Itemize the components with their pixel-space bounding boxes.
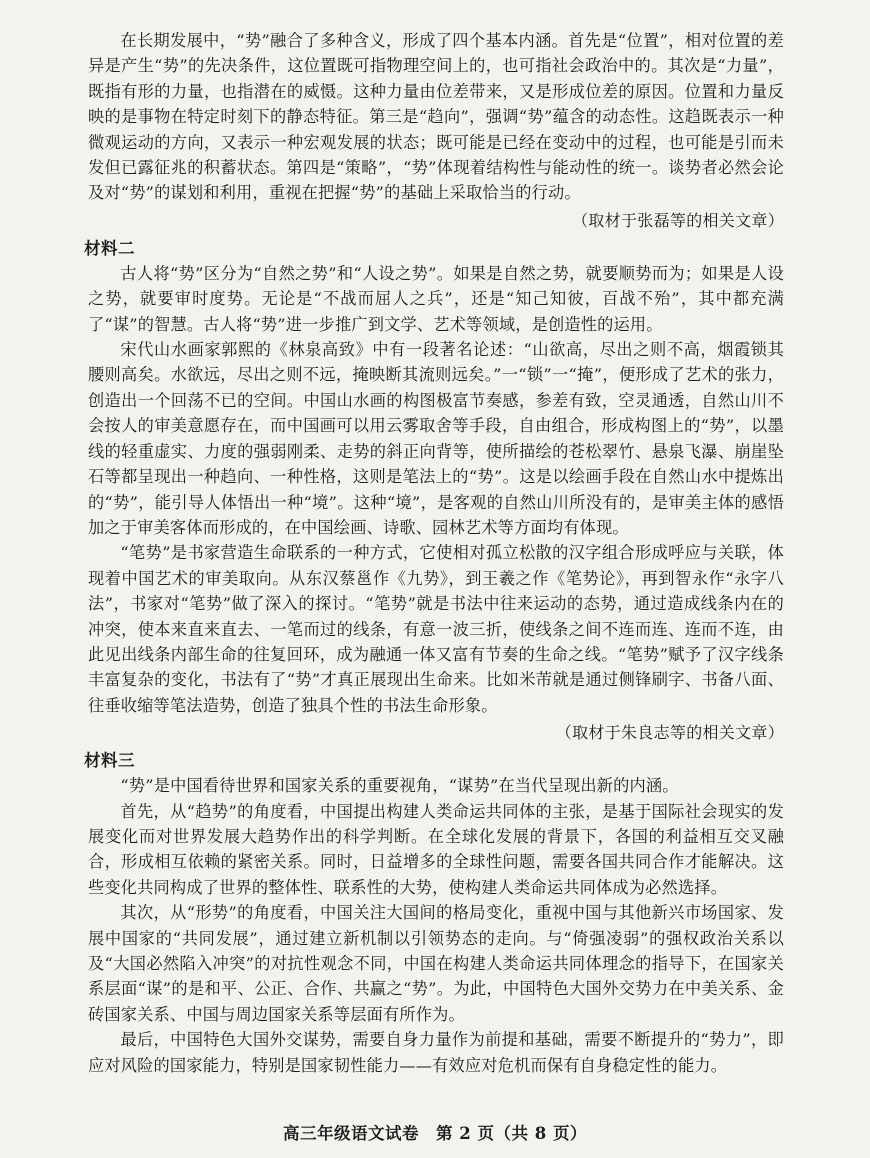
material2-paragraph-1: 古人将“势”区分为“自然之势”和“人设之势”。如果是自然之势，就要顺势而为；如果是人设之势，就要审时度势。无论是“不战而屈人之兵”，还是“知己知彼，百战不殆”，其中都充满了“谋”的智慧。古人将“势”进一步推广到文学、艺术等领域，是创造性的运用。 — [88, 263, 784, 334]
material3-paragraph-2: 首先，从“趋势”的角度看，中国提出构建人类命运共同体的主张，是基于国际社会现实的发展变化而对世界发展大趋势作出的科学判断。在全球化发展的背景下，各国的利益相互交叉融合，形成相互依赖的紧密关系。同时，日益增多的全球性问题，需要各国共同合作才能解决。这些变化共同构成了世界的整体性、联系性的大势，使构建人类命运共同体成为必然选择。 — [88, 801, 784, 897]
material2-heading: 材料二 — [84, 238, 135, 258]
material1-source: （取材于张磊等的相关文章） — [572, 210, 784, 230]
material1-paragraph: 在长期发展中，“势”融合了多种含义，形成了四个基本内涵。首先是“位置”，相对位置的差异是产生“势”的先决条件，这位置既可指物理空间上的，也可指社会政治中的。其次是“力量”，既指有形的力量，也指潜在的威慑。这种力量由位差带来，又是形成位差的原因。位置和力量反映的是事物在特定时刻下的静态特征。第三是“趋向”，强调“势”蕴含的动态性。这趋既表示一种微观运动的方向，又表示一种宏观发展的状态；既可能是已经在变动中的过程，也可能是引而未发但已露征兆的积蓄状态。第四是“策略”，“势”体现着结构性与能动性的统一。谈势者必然会论及对“势”的谋划和利用，重视在把握“势”的基础上采取恰当的行动。 — [88, 31, 784, 203]
material3-paragraph-3: 其次，从“形势”的角度看，中国关注大国间的格局变化，重视中国与其他新兴市场国家、发展中国家的“共同发展”，通过建立新机制以引领势态的走向。与“倚强凌弱”的强权政治关系以及“大国必然陷入冲突”的对抗性观念不同，中国在构建人类命运共同体理念的指导下，在国家关系层面“谋”的是和平、公正、合作、共赢之“势”。为此，中国特色大国外交势力在中美关系、金砖国家关系、中国与周边国家关系等层面有所作为。 — [88, 903, 784, 1024]
material3-paragraph-4: 最后，中国特色大国外交谋势，需要自身力量作为前提和基础，需要不断提升的“势力”，即应对风险的国家能力，特别是国家韧性能力——有效应对危机而保有自身稳定性的能力。 — [88, 1030, 784, 1075]
material3-heading: 材料三 — [84, 751, 135, 771]
material2-source: （取材于朱良志等的相关文章） — [555, 723, 784, 743]
material2-paragraph-2: 宋代山水画家郭熙的《林泉高致》中有一段著名论述：“山欲高，尽出之则不高，烟霞锁其腰则高矣。水欲远，尽出之则不远，掩映断其流则远矣。”一“锁”一“掩”，便形成了艺术的张力，创造出一个回荡不已的空间。中国山水画的构图极富节奏感，参差有致，空灵通透，自然山川不会按人的审美意愿存在，而中国画可以用云雾取舍等手段，自由组合，形成构图上的“势”，以墨线的轻重虚实、力度的强弱刚柔、走势的斜正向背等，使所描绘的苍松翠竹、悬泉飞瀑、崩崖坠石等都呈现出一种趋向、一种性格，这则是笔法上的“势”。这是以绘画手段在自然山水中提炼出的“势”，能引导人体悟出一种“境”。这种“境”，是客观的自然山川所没有的，是审美主体的感悟加之于审美客体而形成的，在中国绘画、诗歌、园林艺术等方面均有体现。 — [88, 340, 784, 537]
material2-paragraph-3: “笔势”是书家营造生命联系的一种方式，它使相对孤立松散的汉字组合形成呼应与关联，体现着中国艺术的审美取向。从东汉蔡邕作《九势》，到王羲之作《笔势论》，再到智永作“永字八法”，书家对“笔势”做了深入的探讨。“笔势”就是书法中往来运动的态势，通过造成线条内在的冲突，使本来直来直去、一笔而过的线条，有意一波三折，使线条之间不连而连、连而不连，由此见出线条内部生命的往复回环，成为融通一体又富有节奏的生命之线。“笔势”赋予了汉字线条丰富复杂的变化，书法有了“势”才真正展现出生命来。比如米芾就是通过侧锋刷字、书备八面、往垂收缩等笔法造势，创造了独具个性的书法生命形象。 — [88, 543, 784, 715]
material3-paragraph-1: “势”是中国看待世界和国家关系的重要视角，“谋势”在当代呈现出新的内涵。 — [120, 776, 679, 796]
page-footer: 高三年级语文试卷 第 2 页（共 8 页） — [283, 1124, 587, 1143]
